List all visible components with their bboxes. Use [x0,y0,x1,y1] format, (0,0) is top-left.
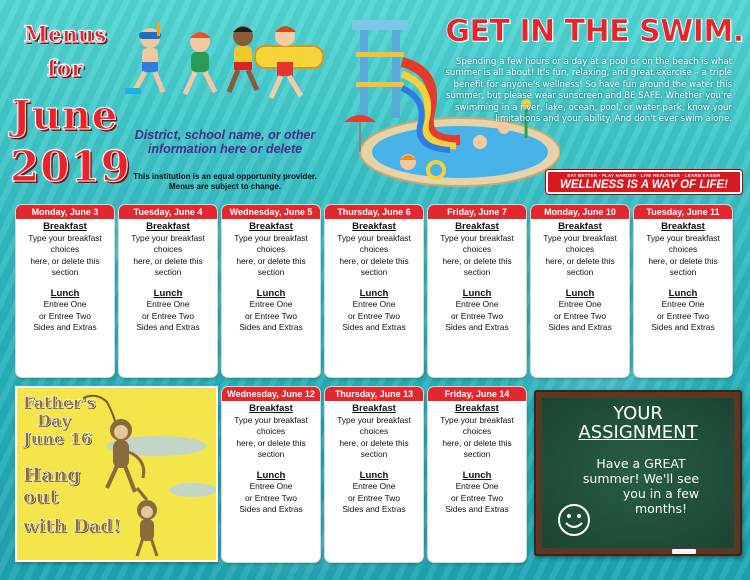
district-info: District, school name, or other information here or delete [134,128,316,156]
assignment-msg-line-4: months! [634,501,688,516]
breakfast-line-1: Type your breakfast choices [543,232,617,254]
breakfast-heading: Breakfast [146,221,190,232]
breakfast-heading: Breakfast [352,221,396,232]
breakfast-heading: Breakfast [43,221,87,232]
title-year: 2019 [10,142,131,191]
lunch-entree-2: or Entree Two [657,310,709,321]
title-menus: Menus [23,22,107,48]
lunch-sides: Sides and Extras [445,322,509,332]
lunch-entree-1: Entree One [249,299,293,309]
day-header: Tuesday, June 4 [119,205,217,219]
lunch-sides: Sides and Extras [548,322,612,332]
lunch-heading: Lunch [462,469,492,481]
breakfast-heading: Breakfast [455,221,499,232]
lunch-entree-2: or Entree Two [39,310,91,321]
breakfast-heading: Breakfast [558,221,602,232]
lunch-sides: Sides and Extras [342,504,406,514]
lunch-heading: Lunch [50,287,80,299]
breakfast-line-2: here, or delete this section [545,255,615,277]
lunch-sides: Sides and Extras [239,322,303,332]
lunch-entree-1: Entree One [352,299,396,309]
provider-line-1: This institution is an equal opportunity provider. [133,172,317,181]
fathers-day-line-5: out [23,486,59,508]
breakfast-heading: Breakfast [661,221,705,232]
breakfast-line-1: Type your breakfast choices [131,232,205,254]
lunch-sides: Sides and Extras [239,504,303,514]
day-card [222,205,320,377]
lunch-heading: Lunch [462,287,492,299]
day-header: Wednesday, June 5 [222,205,320,219]
smiley-face-icon [556,502,592,538]
day-card [325,205,423,377]
breakfast-line-1: Type your breakfast choices [234,232,308,254]
assignment-msg-line-3: you in a few [622,486,700,501]
breakfast-line-2: here, or delete this section [339,437,409,459]
breakfast-heading: Breakfast [352,403,396,414]
running-kids-illustration [125,18,325,110]
day-header: Thursday, June 6 [325,205,423,219]
breakfast-heading: Breakfast [249,221,293,232]
lunch-sides: Sides and Extras [445,504,509,514]
lunch-entree-1: Entree One [146,299,190,309]
breakfast-line-1: Type your breakfast choices [234,414,308,436]
fathers-day-date: June 16 [23,429,92,448]
day-card [428,205,526,377]
chalkboard-slate [542,398,734,548]
assignment-msg-line-1: Have a GREAT [596,456,686,471]
breakfast-line-1: Type your breakfast choices [440,414,514,436]
day-card [325,387,423,562]
fathers-day-panel [15,386,218,562]
wellness-banner [546,170,742,194]
day-card [428,387,526,562]
breakfast-line-2: here, or delete this section [648,255,718,277]
lunch-entree-2: or Entree Two [451,310,503,321]
day-header: Monday, June 3 [16,205,114,219]
lunch-entree-2: or Entree Two [142,310,194,321]
breakfast-line-2: here, or delete this section [133,255,203,277]
breakfast-line-2: here, or delete this section [236,437,306,459]
breakfast-heading: Breakfast [455,403,499,414]
lunch-entree-1: Entree One [455,481,499,491]
fathers-day-line-1: Father's [23,393,96,412]
breakfast-line-2: here, or delete this section [442,437,512,459]
lunch-entree-1: Entree One [352,481,396,491]
title-for: for [47,56,83,82]
lunch-heading: Lunch [359,287,389,299]
day-card [531,205,629,377]
lunch-entree-2: or Entree Two [348,310,400,321]
day-card [16,205,114,377]
wellness-tagline: EAT BETTER · PLAY HARDER · LIVE HEALTHIER · LEARN EASIER [567,173,721,178]
breakfast-line-2: here, or delete this section [236,255,306,277]
day-header: Friday, June 7 [428,205,526,219]
lunch-entree-1: Entree One [43,299,87,309]
breakfast-line-2: here, or delete this section [339,255,409,277]
day-header: Thursday, June 13 [325,387,423,401]
breakfast-line-1: Type your breakfast choices [646,232,720,254]
day-header: Wednesday, June 12 [222,387,320,401]
breakfast-heading: Breakfast [249,403,293,414]
assignment-msg-line-2: summer! We'll see [582,471,700,486]
breakfast-line-2: here, or delete this section [30,255,100,277]
assignment-title [542,404,734,442]
lunch-entree-2: or Entree Two [245,310,297,321]
breakfast-line-1: Type your breakfast choices [337,414,411,436]
fathers-day-line-6: with Dad! [23,516,121,537]
breakfast-line-1: Type your breakfast choices [337,232,411,254]
fathers-day-line-4: Hang [23,464,81,486]
day-header: Tuesday, June 11 [634,205,732,219]
lunch-entree-2: or Entree Two [554,310,606,321]
lunch-entree-1: Entree One [455,299,499,309]
day-card [119,205,217,377]
breakfast-line-2: here, or delete this section [442,255,512,277]
lunch-heading: Lunch [153,287,183,299]
lunch-entree-2: or Entree Two [451,492,503,503]
lunch-heading: Lunch [359,469,389,481]
fathers-day-line-2: Day [37,411,71,430]
lunch-sides: Sides and Extras [136,322,200,332]
wellness-title: WELLNESS IS A WAY OF LIFE! [559,179,729,191]
day-card [634,205,732,377]
lunch-entree-1: Entree One [558,299,602,309]
lunch-heading: Lunch [668,287,698,299]
lunch-entree-1: Entree One [249,481,293,491]
monkeys-illustration [77,388,217,560]
breakfast-line-1: Type your breakfast choices [440,232,514,254]
lunch-sides: Sides and Extras [33,322,97,332]
assignment-title-line-1: YOUR [613,403,663,424]
lunch-entree-2: or Entree Two [245,492,297,503]
lunch-sides: Sides and Extras [651,322,715,332]
headline: GET IN THE SWIM. [445,14,744,49]
chalk-piece [672,549,696,554]
breakfast-line-1: Type your breakfast choices [28,232,102,254]
assignment-title-line-2: ASSIGNMENT [578,422,698,443]
assignment-chalkboard [534,390,742,556]
lunch-entree-2: or Entree Two [348,492,400,503]
day-header: Friday, June 14 [428,387,526,401]
day-header: Monday, June 10 [531,205,629,219]
lunch-entree-1: Entree One [661,299,705,309]
lunch-heading: Lunch [565,287,595,299]
lunch-sides: Sides and Extras [342,322,406,332]
swim-blurb: Spending a few hours or a day at a pool or on the beach is what summer is all about! It's fun, relaxing, and great exercise – a triple benefit for anyone's wellness! So have fun around the water this summer, but please wear sunscreen and BE SAFE. Whether you're swimming in a river, lake, ocean, pool, or water park, know your limitations and your ability. And don't ever swim alone. [445,57,732,125]
title-month: June [11,92,119,139]
provider-line-2: Menus are subject to change. [168,182,282,191]
lunch-heading: Lunch [256,287,286,299]
day-card [222,387,320,562]
lunch-heading: Lunch [256,469,286,481]
provider-notice [130,172,320,192]
